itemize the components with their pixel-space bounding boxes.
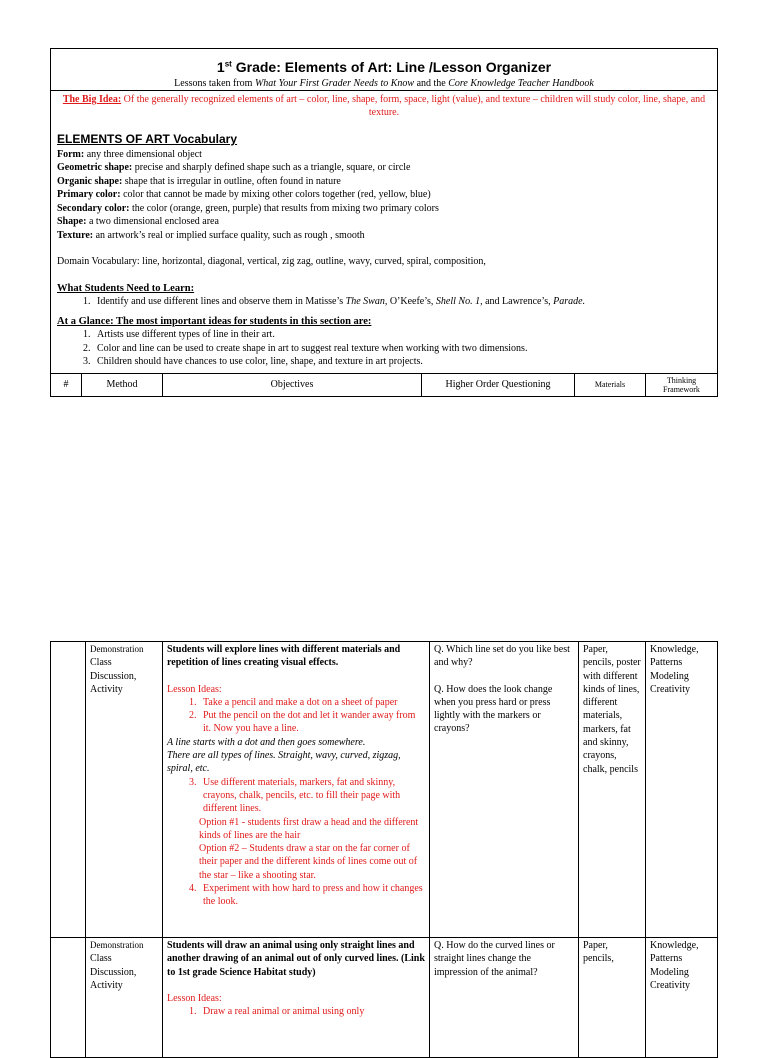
lesson-option: Option #2 – Students draw a star on the far corner of their paper and the different kinds of lines come out of the star – like a shooting star.: [199, 843, 418, 881]
thinking-cell: Knowledge, Patterns Modeling Creativity: [646, 642, 718, 938]
table-row: [51, 938, 718, 1058]
vocab-item: Texture: an artwork’s real or implied surface quality, such as rough , smooth: [57, 229, 365, 241]
method-cell: Demonstration Class Discussion, Activity: [86, 642, 163, 938]
lesson-option: Option #1 - students first draw a head and the different kinds of lines are the hair: [199, 816, 419, 841]
lesson-idea: 3. Use different materials, markers, fat and skinny, crayons, chalk, pencils, etc. to fill their page with different lines.: [199, 776, 425, 816]
col-thinking: Thinking Framework: [646, 373, 718, 396]
vocab-item: Shape: a two dimensional enclosed area: [57, 216, 219, 227]
objective-text: Students will draw an animal using only straight lines and another drawing of an animal out of only curved lines. (Link to 1st grade Science Habitat study): [167, 940, 425, 978]
vocab-item: Organic shape: shape that is irregular in outline, often found in nature: [57, 175, 341, 187]
objective-text: Students will explore lines with different materials and repetition of lines creating visual effects.: [167, 644, 401, 669]
glance-item: 2. Color and line can be used to create shape in art to suggest real texture when working with two dimensions.: [93, 342, 711, 356]
vocab-item: Geometric shape: precise and sharply defined shape such as a triangle, square, or circle: [57, 162, 411, 173]
source-line: Lessons taken from What Your First Grader Needs to Know and the Core Knowledge Teacher Handbook: [174, 78, 594, 89]
lesson-ideas-list: [167, 882, 425, 909]
lesson-ideas-list: [167, 1005, 425, 1018]
lesson-idea: 4. Experiment with how hard to press and how it changes the look.: [199, 882, 425, 909]
questioning-cell: [430, 938, 579, 1058]
domain-vocabulary: Domain Vocabulary: line, horizontal, diagonal, vertical, zig zag, outline, wavy, curved, spiral, composition,: [57, 256, 486, 267]
lesson-ideas-list: [167, 696, 425, 736]
question: Q. How does the look change when you press hard or press lightly with the markers or crayons?: [434, 683, 553, 735]
glance-heading: At a Glance: The most important ideas for students in this section are:: [57, 315, 372, 327]
method-cell: Demonstration Class Discussion, Activity: [86, 938, 163, 1058]
col-number: #: [51, 373, 82, 396]
objectives-cell: [163, 642, 430, 938]
questioning-cell: [430, 642, 579, 938]
col-objectives: Objectives: [163, 373, 422, 396]
lesson-idea: 2. Put the pencil on the dot and let it wander away from it. Now you have a line.: [199, 709, 425, 736]
question: Q. Which line set do you like best and why?: [434, 644, 570, 669]
vocabulary-section: [50, 133, 718, 373]
question: Q. How do the curved lines or straight lines change the impression of the animal?: [434, 940, 555, 978]
materials-cell: Paper, pencils, poster with different kinds of lines, different materials, markers, fat and skinny, crayons, chalk, pencils: [579, 642, 646, 938]
learn-list: [57, 295, 711, 309]
glance-item: 1. Artists use different types of line in their art.: [93, 328, 711, 342]
learn-heading: What Students Need to Learn:: [57, 282, 195, 294]
col-method: Method: [82, 373, 163, 396]
header: [50, 48, 718, 90]
vocab-list: [57, 148, 711, 243]
vocab-item: Secondary color: the color (orange, green, purple) that results from mixing two primary colors: [57, 202, 439, 214]
lesson-ideas-list: [167, 776, 425, 816]
page-title: 1st Grade: Elements of Art: Line /Lesson Organizer: [216, 59, 552, 75]
lesson-idea: 1. Draw a real animal or animal using only: [199, 1005, 425, 1018]
lesson-note: There are all types of lines. Straight, wavy, curved, zigzag, spiral, etc.: [167, 750, 401, 775]
materials-cell: Paper, pencils,: [579, 938, 646, 1058]
big-idea: The Big Idea: Of the generally recognized elements of art – color, line, shape, form, space, light (value), and texture – children will study color, line, shape, and texture.: [50, 90, 718, 133]
glance-item: 3. Children should have chances to use color, line, shape, and texture in art projects.: [93, 355, 711, 369]
row-number: [51, 938, 86, 1058]
col-materials: Materials: [575, 373, 646, 396]
lesson-organizer-page: [50, 48, 718, 397]
lesson-table-header: [50, 373, 718, 397]
learn-item: 1. Identify and use different lines and observe them in Matisse’s The Swan, O’Keefe’s, Shell No. 1, and Lawrence’s, Parade.: [93, 295, 711, 309]
lesson-idea: 1. Take a pencil and make a dot on a sheet of paper: [199, 696, 425, 709]
glance-list: [57, 328, 711, 369]
lesson-rows-table: [50, 641, 718, 1058]
thinking-cell: Knowledge, Patterns Modeling Creativity: [646, 938, 718, 1058]
objectives-cell: [163, 938, 430, 1058]
lesson-ideas-label: Lesson Ideas:: [167, 683, 222, 695]
vocab-item: Form: any three dimensional object: [57, 148, 202, 160]
vocab-item: Primary color: color that cannot be made by mixing other colors together (red, yellow, blue): [57, 189, 431, 200]
table-row: [51, 642, 718, 938]
row-number: [51, 642, 86, 938]
lesson-ideas-label: Lesson Ideas:: [167, 992, 222, 1004]
col-questioning: Higher Order Questioning: [422, 373, 575, 396]
vocab-heading: ELEMENTS OF ART Vocabulary: [57, 132, 238, 146]
lesson-note: A line starts with a dot and then goes somewhere.: [167, 736, 366, 748]
